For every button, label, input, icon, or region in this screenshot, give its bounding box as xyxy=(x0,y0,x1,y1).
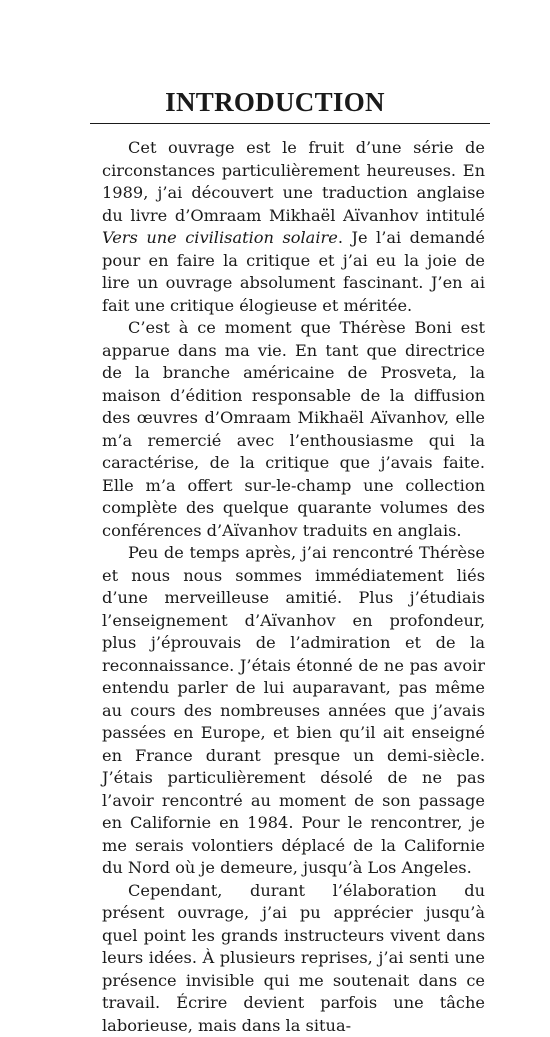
paragraph-4: Cependant, durant l’élaboration du présent ouvrage, j’ai pu apprécier jusqu’à quel point les grands instructeurs vivent dans leurs idées. À plusieurs reprises, j’ai senti une présence invisible qui me soutenait dans ce travail. Écrire devient parfois une tâche laborieuse, mais dans la situa- xyxy=(102,880,485,1037)
body-text xyxy=(102,137,485,1037)
paragraph-1 xyxy=(102,137,485,317)
book-title-italic: Vers une civilisation solaire xyxy=(102,228,338,247)
paragraph-1-text-after: . Je l’ai demandé pour en faire la critique et j’ai eu la joie de lire un ouvrage absolument fascinant. J’en ai fait une critique élogieuse et méritée. xyxy=(102,228,485,315)
paragraph-3: Peu de temps après, j’ai rencontré Thérèse et nous nous sommes immédiatement liés d’une merveilleuse amitié. Plus j’étudiais l’enseignement d’Aïvanhov en profondeur, plus j’éprouvais de l’admiration et de la reconnaissance. J’étais étonné de ne pas avoir entendu parler de lui auparavant, pas même au cours des nombreuses années que j’avais passées en Europe, et bien qu’il ait enseigné en France durant presque un demi-siècle. J’étais particulièrement désolé de ne pas l’avoir rencontré au moment de son passage en Californie en 1984. Pour le rencontrer, je me serais volontiers déplacé de la Californie du Nord où je demeure, jusqu’à Los Angeles. xyxy=(102,542,485,880)
page-title: INTRODUCTION xyxy=(0,86,550,118)
paragraph-2: C’est à ce moment que Thérèse Boni est apparue dans ma vie. En tant que directrice de la branche américaine de Prosveta, la maison d’édition responsable de la diffusion des œuvres d’Omraam Mikhaël Aïvanhov, elle m’a remercié avec l’enthousiasme qui la caractérise, de la critique que j’avais faite. Elle m’a offert sur-le-champ une collection complète des quelque quarante volumes des conférences d’Aïvanhov traduits en anglais. xyxy=(102,317,485,542)
paragraph-1-text-before: Cet ouvrage est le fruit d’une série de circonstances particulièrement heureuses. En 1989, j’ai découvert une traduction anglaise du livre d’Omraam Mikhaël Aïvanhov intitulé xyxy=(102,138,485,225)
title-underline xyxy=(90,123,490,124)
